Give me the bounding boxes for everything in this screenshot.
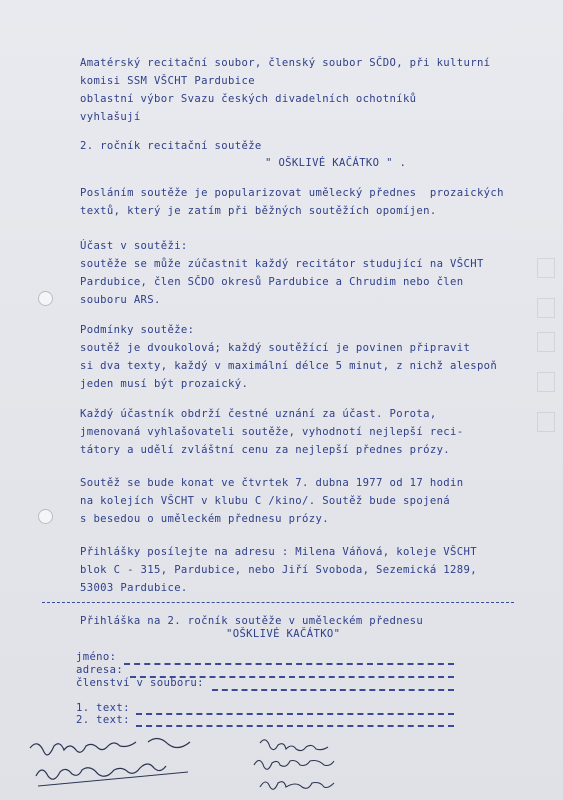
form-competition-name: "OŠKLIVÉ KAČÁTKO" xyxy=(226,628,341,640)
conditions-line: si dva texty, každý v maximální délce 5 minut, z nichž alespoň xyxy=(80,360,498,372)
participation-line: Pardubice, člen SČDO okresů Pardubice a Chrudim nebo člen xyxy=(80,276,464,288)
signatures-right xyxy=(246,733,376,797)
signature-left-top xyxy=(28,736,218,794)
membership-field[interactable] xyxy=(212,689,454,691)
applications-line: 53003 Pardubice. xyxy=(80,582,188,594)
schedule-line: Soutěž se bude konat ve čtvrtek 7. dubna 1977 od 17 hodin xyxy=(80,477,464,489)
text1-field[interactable] xyxy=(136,713,454,715)
intro-line: komisi SSM VŠCHT Pardubice xyxy=(80,75,255,87)
conditions-line: soutěž je dvoukolová; každý soutěžící je povinen připravit xyxy=(80,342,471,354)
punch-hole xyxy=(38,509,53,524)
address-label: adresa: xyxy=(76,664,124,676)
show-through-mark xyxy=(537,258,555,278)
show-through-mark xyxy=(537,332,555,352)
conditions-heading: Podmínky soutěže: xyxy=(80,324,195,336)
applications-line: Přihlášky posílejte na adresu : Milena Váňová, koleje VŠCHT xyxy=(80,546,477,558)
intro-line: Amatérský recitační soubor, členský soubor SČDO, při kulturní xyxy=(80,57,491,69)
intro-line: vyhlašují xyxy=(80,111,141,123)
applications-line: blok C - 315, Pardubice, nebo Jiří Svoboda, Sezemická 1289, xyxy=(80,564,477,576)
text1-label: 1. text: xyxy=(76,702,130,714)
show-through-mark xyxy=(537,372,555,392)
text2-field[interactable] xyxy=(136,725,454,727)
competition-name: " OŠKLIVÉ KAČÁTKO " . xyxy=(265,157,407,169)
awards-line: Každý účastník obdrží čestné uznání za účast. Porota, xyxy=(80,408,437,420)
participation-heading: Účast v soutěži: xyxy=(80,240,188,252)
form-heading: Přihláška na 2. ročník soutěže v uměleckém přednesu xyxy=(80,615,424,627)
schedule-line: na kolejích VŠCHT v klubu C /kino/. Soutěž bude spojená xyxy=(80,495,451,507)
conditions-line: jeden musí být prozaický. xyxy=(80,378,249,390)
schedule-line: s besedou o uměleckém přednesu prózy. xyxy=(80,513,329,525)
participation-line: soutěže se může zúčastnit každý recitátor studující na VŠCHT xyxy=(80,258,484,270)
membership-label: členství v souboru: xyxy=(76,677,204,689)
name-field[interactable] xyxy=(124,663,454,665)
text2-label: 2. text: xyxy=(76,714,130,726)
mission-line: Posláním soutěže je popularizovat umělecký přednes prozaických xyxy=(80,187,504,199)
competition-title: 2. ročník recitační soutěže xyxy=(80,140,262,152)
name-label: jméno: xyxy=(76,651,117,663)
cut-line xyxy=(42,602,514,603)
participation-line: souboru ARS. xyxy=(80,294,161,306)
mission-line: textů, který je zatím při běžných soutěžích opomíjen. xyxy=(80,205,437,217)
awards-line: tátory a udělí zvláštní cenu za nejlepší přednes prózy. xyxy=(80,444,451,456)
awards-line: jmenovaná vyhlašovateli soutěže, vyhodnotí nejlepší reci- xyxy=(80,426,464,438)
show-through-mark xyxy=(537,298,555,318)
show-through-mark xyxy=(537,412,555,432)
intro-line: oblastní výbor Svazu českých divadelních ochotníků xyxy=(80,93,417,105)
punch-hole xyxy=(38,291,53,306)
